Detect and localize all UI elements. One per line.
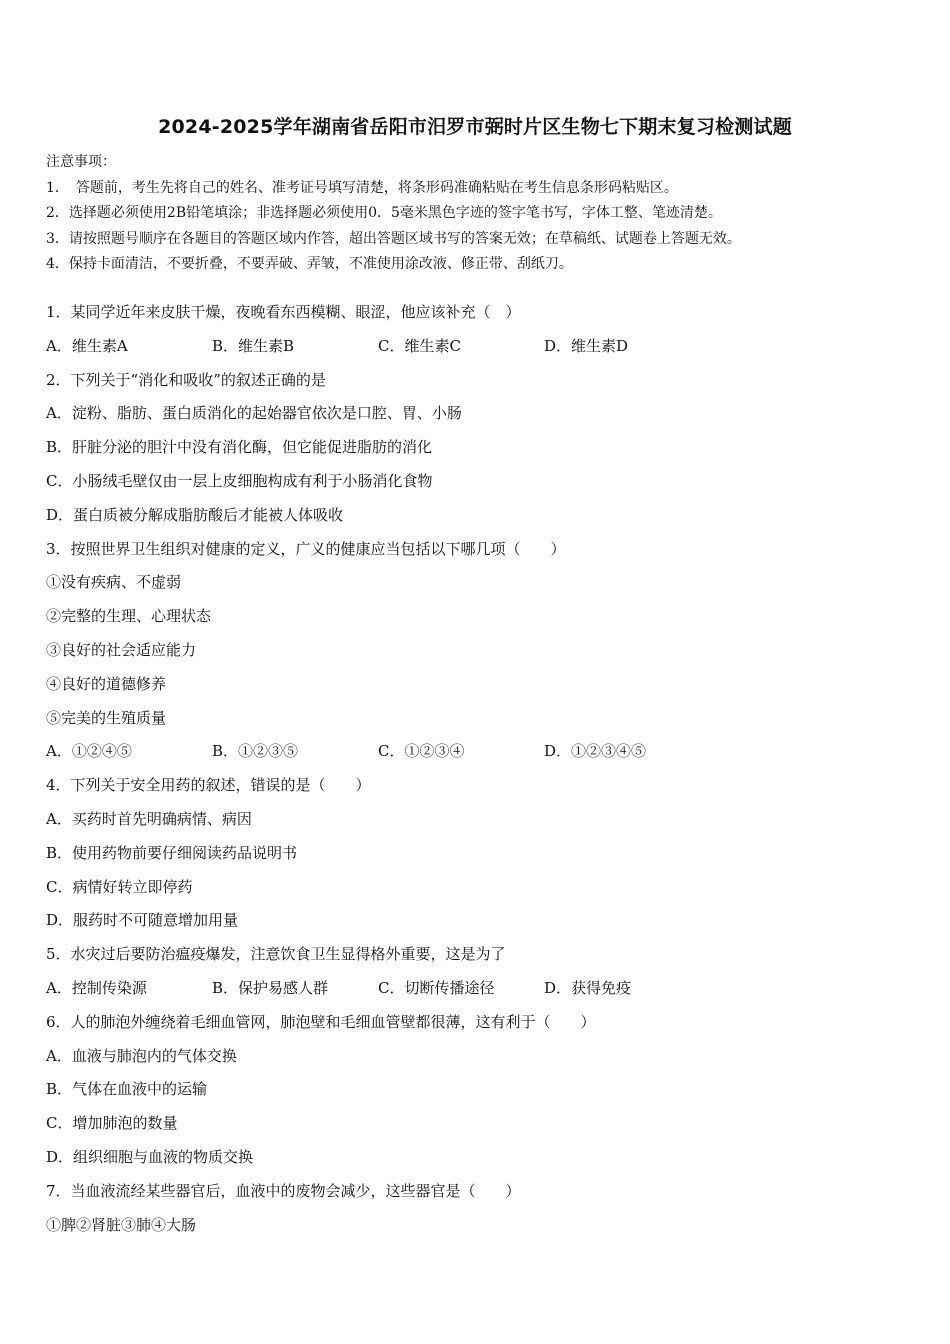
list-item: ④良好的道德修养 (46, 674, 167, 693)
list-item: ②完整的生理、心理状态 (46, 607, 212, 626)
option-b: B．气体在血液中的运输 (46, 1080, 208, 1099)
list-item: ①没有疾病、不虚弱 (46, 573, 182, 592)
option-d: D．维生素D (544, 336, 629, 355)
option-d: D．①②③④⑤ (544, 742, 647, 761)
option-a: A．维生素A (46, 336, 128, 355)
question-3-options (46, 735, 926, 769)
notice-heading: 注意事项： (46, 154, 116, 170)
question-6-stem: 6．人的肺泡外缠绕着毛细血管网，肺泡壁和毛细血管壁都很薄，这有利于（ ） (46, 1012, 596, 1031)
option-b: B．保护易感人群 (212, 978, 329, 997)
option-c: C．增加肺泡的数量 (46, 1114, 178, 1133)
list-item: ③良好的社会适应能力 (46, 640, 197, 659)
option-d: D．服药时不可随意增加用量 (46, 911, 239, 930)
list-item: ⑤完美的生殖质量 (46, 708, 167, 727)
option-d: D．组织细胞与血液的物质交换 (46, 1147, 254, 1166)
option-a: A．淀粉、脂肪、蛋白质消化的起始器官依次是口腔、胃、小肠 (46, 404, 462, 423)
question-1-options (46, 330, 926, 364)
notice-item: 2．选择题必须使用2B铅笔填涂；非选择题必须使用0．5毫米黑色字迹的签字笔书写，字体工整、笔迹清楚。 (46, 205, 722, 221)
question-3-stem: 3．按照世界卫生组织对健康的定义，广义的健康应当包括以下哪几项（ ） (46, 539, 566, 558)
question-1-stem: 1．某同学近年来皮肤干燥，夜晚看东西模糊、眼涩，他应该补充（ ） (46, 303, 521, 321)
page-title: 2024-2025学年湖南省岳阳市汨罗市弼时片区生物七下期末复习检测试题 (158, 116, 792, 138)
option-c: C．病情好转立即停药 (46, 877, 193, 896)
option-d: D．蛋白质被分解成脂肪酸后才能被人体吸收 (46, 505, 344, 524)
notice-item: 1． 答题前，考生先将自己的姓名、准考证号填写清楚，将条形码准确粘贴在考生信息条形码粘贴区。 (46, 179, 678, 196)
question-2-stem: 2．下列关于“消化和吸收”的叙述正确的是 (46, 370, 326, 389)
questions-section (46, 296, 926, 1242)
option-b: B．肝脏分泌的胆汁中没有消化酶，但它能促进脂肪的消化 (46, 438, 433, 457)
option-a: A．①②④⑤ (46, 742, 132, 761)
question-7-stem: 7．当血液流经某些器官后，血液中的废物会减少，这些器官是（ ） (46, 1181, 521, 1200)
option-b: B．维生素B (212, 336, 295, 355)
question-5-stem: 5．水灾过后要防治瘟疫爆发，注意饮食卫生显得格外重要，这是为了 (46, 945, 506, 964)
option-d: D．获得免疫 (544, 978, 632, 997)
option-b: B．使用药物前要仔细阅读药品说明书 (46, 843, 298, 862)
notice-item: 4．保持卡面清洁，不要折叠，不要弄破、弄皱，不准使用涂改液、修正带、刮纸刀。 (46, 256, 573, 272)
option-c: C．切断传播途径 (378, 978, 495, 997)
notice-item: 3．请按照题号顺序在各题目的答题区域内作答，超出答题区域书写的答案无效；在草稿纸、试题卷上答题无效。 (46, 230, 741, 247)
option-a: A．控制传染源 (46, 978, 147, 997)
option-a: A．血液与肺泡内的气体交换 (46, 1046, 237, 1065)
option-c: C．小肠绒毛壁仅由一层上皮细胞构成有利于小肠消化食物 (46, 471, 433, 490)
option-b: B．①②③⑤ (212, 742, 299, 761)
notice-section (46, 150, 926, 278)
option-a: A．买药时首先明确病情、病因 (46, 809, 252, 828)
option-c: C．①②③④ (378, 742, 465, 761)
option-c: C．维生素C (378, 336, 461, 355)
question-5-options (46, 972, 926, 1006)
list-item: ①脾②肾脏③肺④大肠 (46, 1215, 197, 1234)
question-4-stem: 4．下列关于安全用药的叙述，错误的是（ ） (46, 776, 371, 795)
